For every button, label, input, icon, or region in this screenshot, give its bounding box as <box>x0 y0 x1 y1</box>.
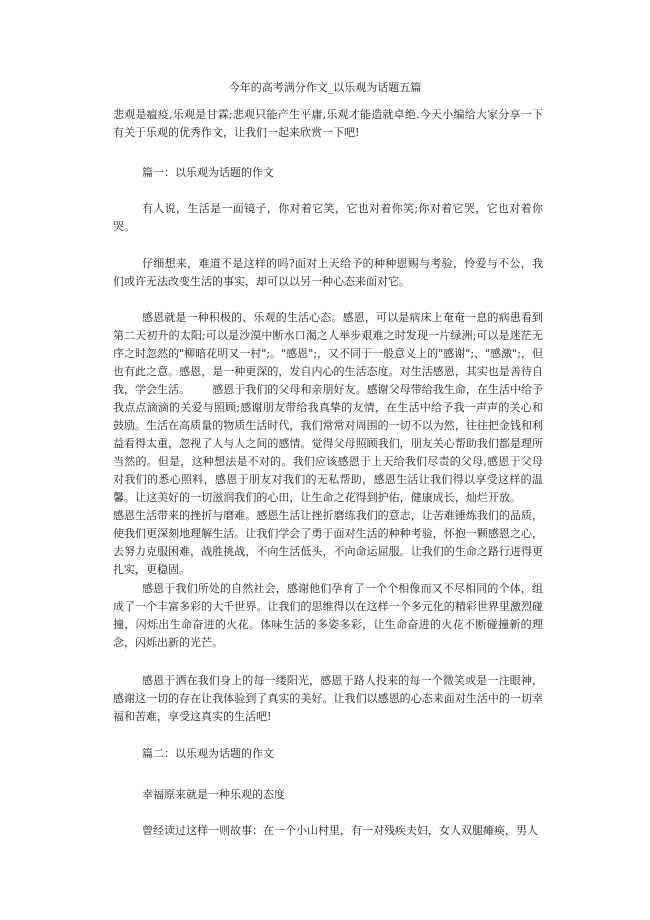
paragraph-gratitude-part-3: 感恩生活带来的挫折与磨难。感恩生活让挫折磨练我们的意志，让苦难锤炼我们的品质，使我们更深刻地理解生活。让我们学会了勇于面对生活的种种考验，怀抱一颗感恩之心，去努力克服困难，战胜挑战，不向生活低头，不向命运屈服。让我们的生命之路行进得更扎实，更稳固。 <box>113 509 543 576</box>
paragraph-gratitude <box>113 309 543 579</box>
paragraph-think: 仔细想来，难道不是这样的吗?面对上天给予的种种恩赐与考验，怜爱与不公，我们或许无法改变生活的事实，却可以以另一种心态来面对它。 <box>113 257 543 288</box>
intro-paragraph: 悲观是瘟疫,乐观是甘霖;悲观只能产生平庸,乐观才能造就卓绝.今天小编给大家分享一下有关于乐观的优秀作文，让我们一起来欣赏一下吧! <box>113 108 543 139</box>
section-2-subtitle: 幸福原来就是一种乐观的态度 <box>142 788 285 801</box>
section-2-heading: 篇二：以乐观为话题的作文 <box>142 747 274 760</box>
paragraph-nature: 感恩于我们所处的自然社会，感谢他们孕育了一个个相像而又不尽相同的个体，组成了一个丰富多彩的大千世界。让我们的思维得以在这样一个多元化的精彩世界里激烈碰撞，闪烁出生命奋进的火花。体味生活的多姿多彩，让生命奋进的火花不断碰撞新的理念，闪烁出新的光芒。 <box>113 582 543 649</box>
paragraph-gratitude-part-1: 感恩就是一种积极的、乐观的生活心态。感恩，可以是病床上奄奄一息的病患看到第二天初升的太阳;可以是沙漠中断水口渴之人举步艰难之时发现一片绿洲;可以是迷茫无序之时忽然的"柳暗花明又一村";。"感恩";，又不同于一般意义上的"感谢";、"感激";，但也有此之意。感恩，是一种更深的，发自内心的生活态度。对生活感恩，其实也是善待自我，学会生活。 <box>113 311 543 396</box>
paragraph-sunshine: 感恩于洒在我们身上的每一缕阳光，感恩于路人投来的每一个微笑或是一注眼神，感谢这一切的存在让我体验到了真实的美好。让我们以感恩的心态来面对生活中的一切幸福和苦难，享受这真实的生活吧! <box>113 674 543 723</box>
section-1-heading: 篇一：以乐观为话题的作文 <box>142 166 274 179</box>
paragraph-gratitude-part-2: 感恩于我们的父母和亲朋好友。感谢父母带给我生命，在生活中给予我点点滴滴的关爱与照顾;感谢朋友带给我真挚的友情，在生活中给予我一声声的关心和鼓励。生活在高质量的物质生活时代，我们常常对周围的一切不以为然，往往把金钱和利益看得太重，忽视了人与人之间的感情。觉得父母照顾我们，朋友关心帮助我们都是理所当然的。但是，这种想法是不对的。我们应该感恩于上天给我们尽责的父母,感恩于父母对我们的悉心照料，感恩于朋友对我们的无私帮助，感恩生活让我们得以享受这样的温馨。让这美好的一切滋润我们的心田，让生命之花得到护佑，健康成长，灿烂开放。 <box>113 383 544 504</box>
paragraph-mirror: 有人说，生活是一面镜子，你对着它笑，它也对着你笑;你对着它哭，它也对着你哭。 <box>113 202 543 233</box>
document-title: 今年的高考满分作文_以乐观为话题五篇 <box>228 81 422 94</box>
paragraph-story: 曾经读过这样一则故事：在一个小山村里，有一对残疾夫妇，女人双腿瘫痪，男人 <box>142 824 538 837</box>
